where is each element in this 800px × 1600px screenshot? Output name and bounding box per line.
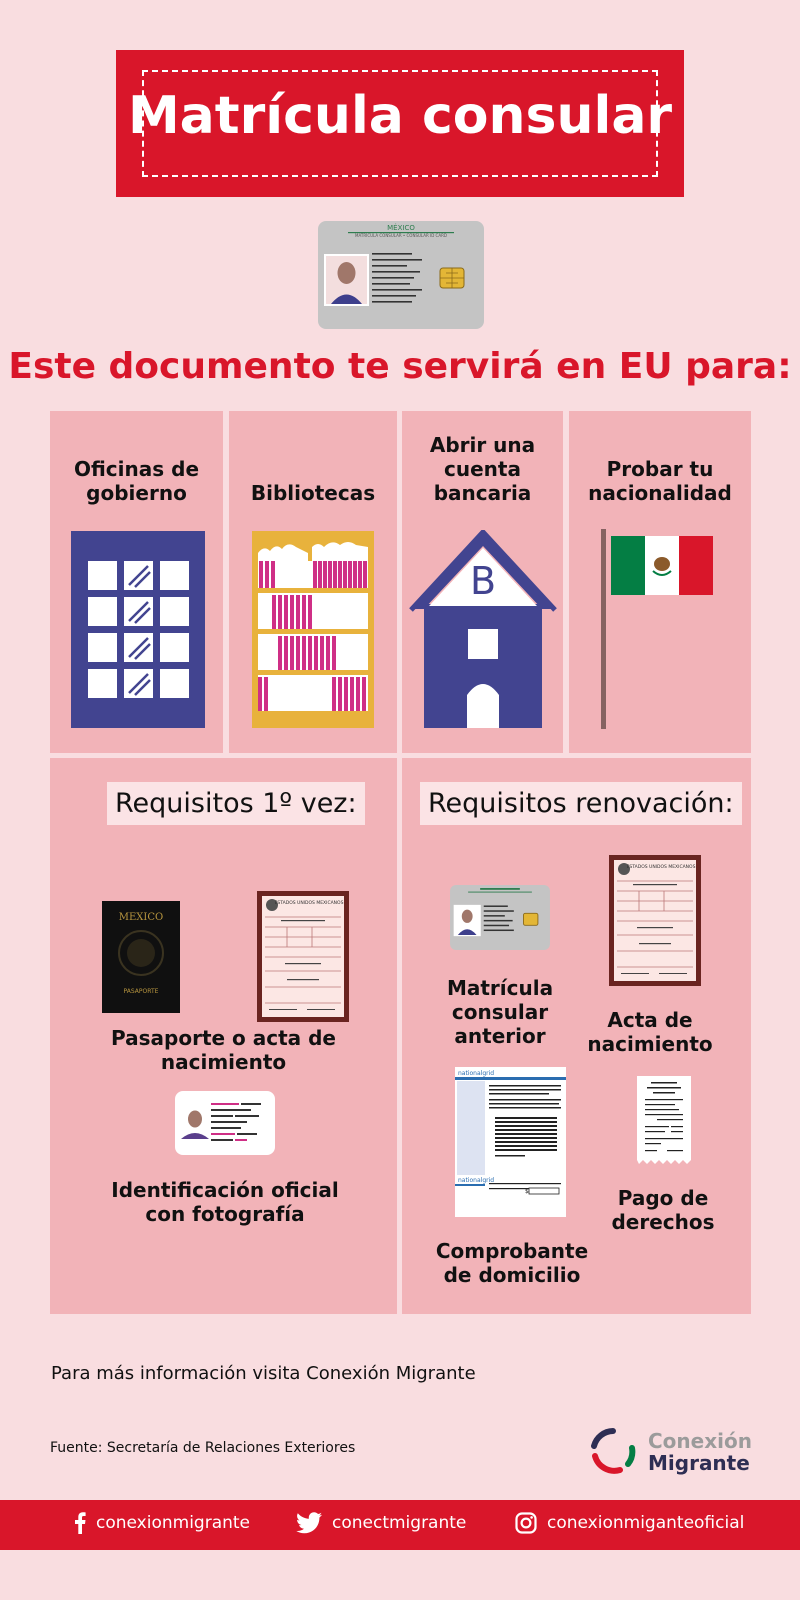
- birth-certificate-label: Acta de nacimiento: [587, 1008, 713, 1056]
- conexion-migrante-logo-icon: [590, 1428, 636, 1474]
- photo-id-icon: [175, 1091, 275, 1155]
- previous-consular-card-icon: [450, 885, 550, 950]
- subtitle: Este documento te servirá en EU para:: [8, 346, 792, 387]
- use-label: Abrir una cuenta bancaria: [429, 433, 536, 505]
- brand-name: [648, 1430, 752, 1474]
- card-country-text: MÉXICO: [387, 224, 415, 232]
- photo-id-label: Identificación oficial con fotografía: [111, 1178, 339, 1226]
- social-bar: [0, 1500, 800, 1550]
- use-panel-libraries: [229, 411, 397, 753]
- passport-or-birth-certificate-label: Pasaporte o acta de nacimiento: [111, 1026, 336, 1074]
- instagram-icon: [515, 1512, 537, 1534]
- requirements-first-time-heading: Requisitos 1º vez:: [107, 782, 365, 825]
- requirements-renewal-panel: [402, 758, 751, 1314]
- requirements-renewal-heading: Requisitos renovación:: [420, 782, 742, 825]
- bank-letter: B: [469, 559, 497, 603]
- passport-icon: [102, 901, 180, 1013]
- brand-name-line2: Migrante: [648, 1451, 750, 1475]
- utility-bill-brand: nationalgrid: [458, 1177, 495, 1184]
- instagram-link[interactable]: [515, 1512, 744, 1534]
- utility-bill-icon: [455, 1067, 566, 1217]
- office-building-icon: [71, 531, 205, 728]
- utility-bill-currency: $: [525, 1188, 529, 1195]
- bookshelf-icon: [252, 531, 374, 728]
- twitter-handle: conectmigrante: [332, 1513, 467, 1533]
- use-label: Probar tu nacionalidad: [588, 457, 732, 505]
- receipt-icon: [637, 1076, 691, 1164]
- use-panel-bank-account: [402, 411, 563, 753]
- requirements-first-time-panel: [50, 758, 397, 1314]
- bank-icon: [409, 530, 557, 728]
- consular-card-icon: [318, 221, 484, 329]
- birth-certificate-icon: [257, 891, 349, 1022]
- birth-certificate-header: ESTADOS UNIDOS MEXICANOS: [274, 901, 344, 906]
- use-panel-government-offices: [50, 411, 223, 753]
- title-banner: [116, 50, 684, 197]
- use-label: Bibliotecas: [250, 481, 376, 505]
- instagram-handle: conexionmiganteoficial: [547, 1513, 745, 1533]
- use-label: Oficinas de gobierno: [73, 457, 200, 505]
- card-caption-text: MATRÍCULA CONSULAR • CONSULAR ID CARD: [355, 233, 447, 238]
- use-panel-nationality: [569, 411, 751, 753]
- birth-certificate-icon: [609, 855, 701, 986]
- previous-consular-card-label: Matrícula consular anterior: [446, 976, 554, 1048]
- passport-subtitle: PASAPORTE: [123, 988, 159, 995]
- more-info-text: Para más información visita Conexión Migrante: [51, 1363, 476, 1384]
- twitter-icon: [296, 1512, 322, 1534]
- proof-of-address-label: Comprobante de domicilio: [435, 1239, 589, 1287]
- birth-certificate-header: ESTADOS UNIDOS MEXICANOS: [626, 865, 696, 870]
- brand-name-line1: Conexión: [648, 1429, 752, 1453]
- facebook-handle: conexionmigrante: [96, 1513, 251, 1533]
- utility-bill-brand: nationalgrid: [458, 1070, 495, 1077]
- passport-title: MEXICO: [118, 912, 164, 923]
- page-title: Matrícula consular: [127, 86, 673, 146]
- facebook-icon: [74, 1512, 86, 1534]
- fee-payment-label: Pago de derechos: [611, 1186, 715, 1234]
- twitter-link[interactable]: [296, 1512, 466, 1534]
- mexico-flag-icon: [601, 529, 715, 729]
- source-text: Fuente: Secretaría de Relaciones Exteriores: [50, 1440, 356, 1456]
- facebook-link[interactable]: [74, 1512, 250, 1534]
